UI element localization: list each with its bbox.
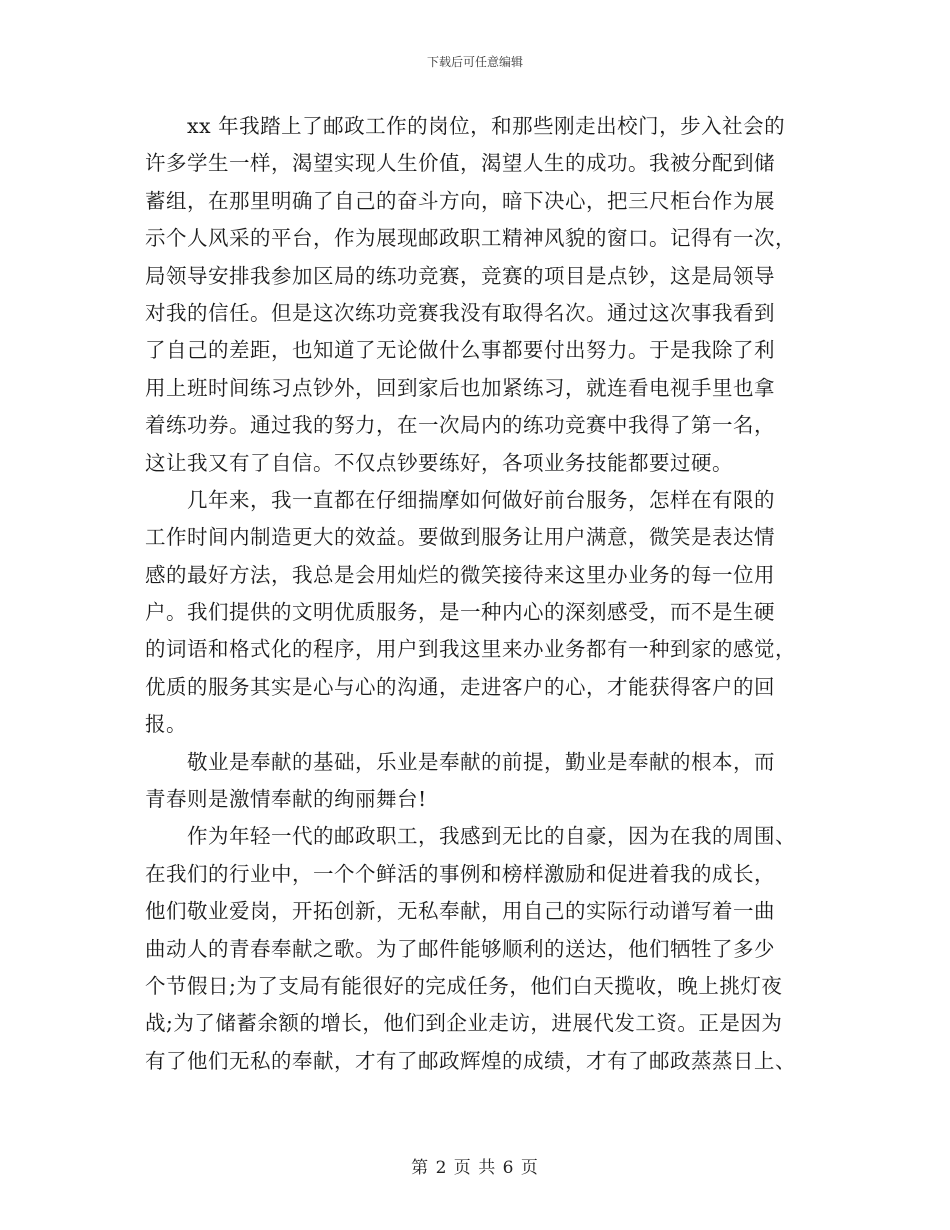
text-line: 对我的信任。但是这次练功竞赛我没有取得名次。通过这次事我看到 bbox=[145, 300, 775, 325]
document-body bbox=[145, 108, 805, 1080]
text-line: 作为年轻一代的邮政职工，我感到无比的自豪，因为在我的周围、 bbox=[187, 824, 796, 849]
text-line: 曲动人的青春奉献之歌。为了邮件能够顺利的送达，他们牺牲了多少 bbox=[145, 936, 775, 961]
text-line: 工作时间内制造更大的效益。要做到服务让用户满意，微笑是表达情 bbox=[145, 525, 775, 550]
text-line: 几年来，我一直都在仔细揣摩如何做好前台服务，怎样在有限的 bbox=[187, 487, 775, 512]
text-line: 了自己的差距，也知道了无论做什么事都要付出努力。于是我除了利 bbox=[145, 338, 775, 363]
text-line: 战;为了储蓄余额的增长，他们到企业走访，进展代发工资。正是因为 bbox=[145, 1011, 783, 1036]
text-line: 这让我又有了自信。不仅点钞要练好，各项业务技能都要过硬。 bbox=[145, 450, 733, 475]
text-line: 许多学生一样，渴望实现人生价值，渴望人生的成功。我被分配到储 bbox=[145, 151, 775, 176]
text-line: 个节假日;为了支局有能很好的完成任务，他们白天揽收，晚上挑灯夜 bbox=[145, 973, 783, 998]
text-line: 优质的服务其实是心与心的沟通，走进客户的心，才能获得客户的回 bbox=[145, 674, 775, 699]
text-line: 在我们的行业中，一个个鲜活的事例和榜样激励和促进着我的成长， bbox=[145, 861, 775, 886]
page-header: 下载后可任意编辑 bbox=[426, 55, 523, 69]
text-line: 的词语和格式化的程序，用户到我这里来办业务都有一种到家的感觉， bbox=[145, 637, 796, 662]
text-line: 蓄组，在那里明确了自己的奋斗方向，暗下决心，把三尺柜台作为展 bbox=[145, 188, 775, 213]
text-line: xx 年我踏上了邮政工作的岗位，和那些刚走出校门，步入社会的 bbox=[187, 114, 786, 138]
text-line: 敬业是奉献的基础，乐业是奉献的前提，勤业是奉献的根本，而 bbox=[187, 749, 775, 774]
text-line: 局领导安排我参加区局的练功竞赛，竞赛的项目是点钞，这是局领导 bbox=[145, 263, 775, 288]
text-line: 他们敬业爱岗，开拓创新，无私奉献，用自己的实际行动谱写着一曲 bbox=[145, 899, 775, 924]
text-line: 户。我们提供的文明优质服务，是一种内心的深刻感受，而不是生硬 bbox=[145, 600, 775, 625]
text-line: 青春则是激情奉献的绚丽舞台! bbox=[145, 787, 427, 812]
text-line: 着练功券。通过我的努力，在一次局内的练功竞赛中我得了第一名， bbox=[145, 413, 775, 438]
text-line: 感的最好方法，我总是会用灿烂的微笑接待来这里办业务的每一位用 bbox=[145, 562, 775, 587]
text-line: 有了他们无私的奉献，才有了邮政辉煌的成绩，才有了邮政蒸蒸日上、 bbox=[145, 1048, 796, 1073]
text-line: 报。 bbox=[145, 712, 187, 737]
page-footer: 第 2 页 共 6 页 bbox=[411, 1158, 539, 1178]
text-line: 用上班时间练习点钞外，回到家后也加紧练习，就连看电视手里也拿 bbox=[145, 375, 775, 400]
text-line: 示个人风采的平台，作为展现邮政职工精神风貌的窗口。记得有一次， bbox=[145, 226, 796, 251]
